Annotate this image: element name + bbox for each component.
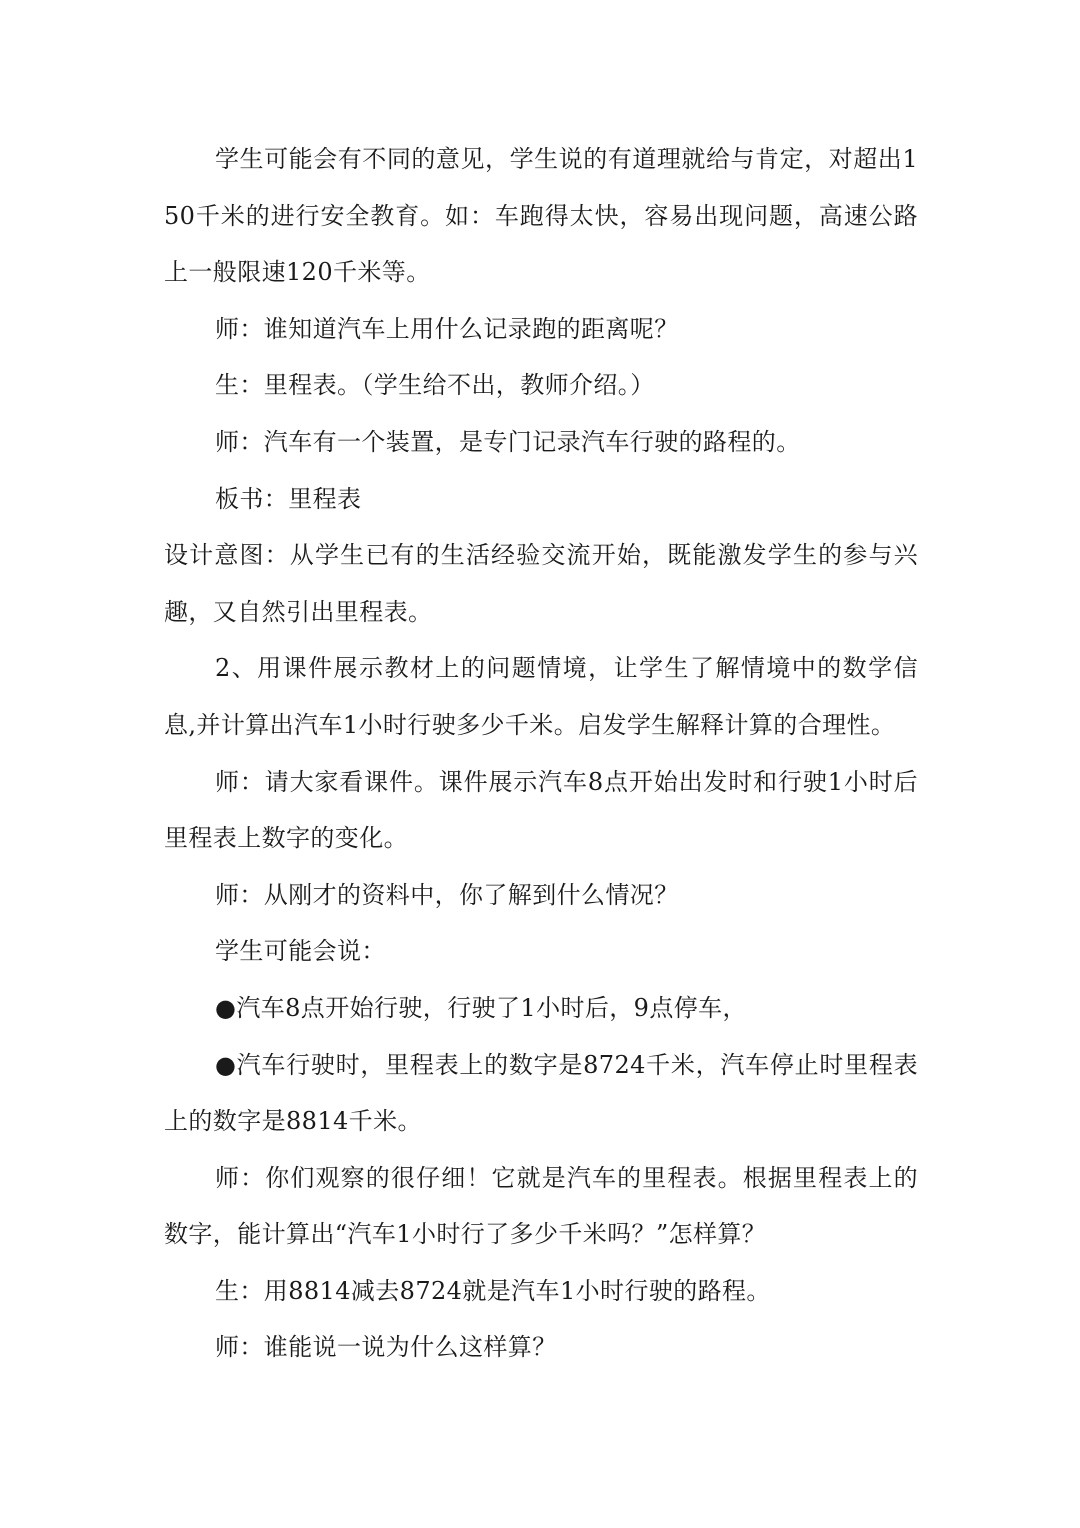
paragraph-students-may-say: 学生可能会说： [215,937,386,966]
paragraph-design-intent: 设计意图：从学生已有的生活经验交流开始，既能激发学生的参与兴趣，又自然引出里程表。 [164,541,918,626]
paragraph-teacher-question-distance: 师：谁知道汽车上用什么记录跑的距离呢？ [215,314,679,343]
paragraph-blackboard: 板书：里程表 [215,484,362,513]
paragraph-teacher-observation: 师：你们观察的很仔细！它就是汽车的里程表。根据里程表上的数字，能计算出“汽车1小时行了多少千米吗？”怎样算？ [164,1163,918,1249]
paragraph-teacher-device: 师：汽车有一个装置，是专门记录汽车行驶的路程的。 [215,427,801,456]
paragraph-teacher-what-learned: 师：从刚才的资料中，你了解到什么情况？ [215,880,679,909]
paragraph-student-odometer: 生：里程表。（学生给不出，教师介绍。） [215,371,655,400]
paragraph-student-subtract: 生：用8814减去8724就是汽车1小时行驶的路程。 [215,1276,771,1305]
paragraph-teacher-courseware: 师：请大家看课件。课件展示汽车8点开始出发时和行驶1小时后里程表上数字的变化。 [164,767,918,853]
paragraph-student-opinions: 学生可能会有不同的意见，学生说的有道理就给与肯定，对超出150千米的进行安全教育。如：车跑得太快，容易出现问题，高速公路上一般限速120千米等。 [164,145,918,287]
paragraph-courseware-step: 2、用课件展示教材上的问题情境，让学生了解情境中的数学信息,并计算出汽车1小时行驶多少千米。启发学生解释计算的合理性。 [164,654,918,739]
paragraph-teacher-why: 师：谁能说一说为什么这样算？ [215,1333,557,1362]
document-body [164,131,918,1376]
paragraph-bullet-time: ●汽车8点开始行驶，行驶了1小时后，9点停车， [215,993,747,1022]
paragraph-bullet-readings: ●汽车行驶时，里程表上的数字是8724千米，汽车停止时里程表上的数字是8814千米。 [164,1050,918,1136]
